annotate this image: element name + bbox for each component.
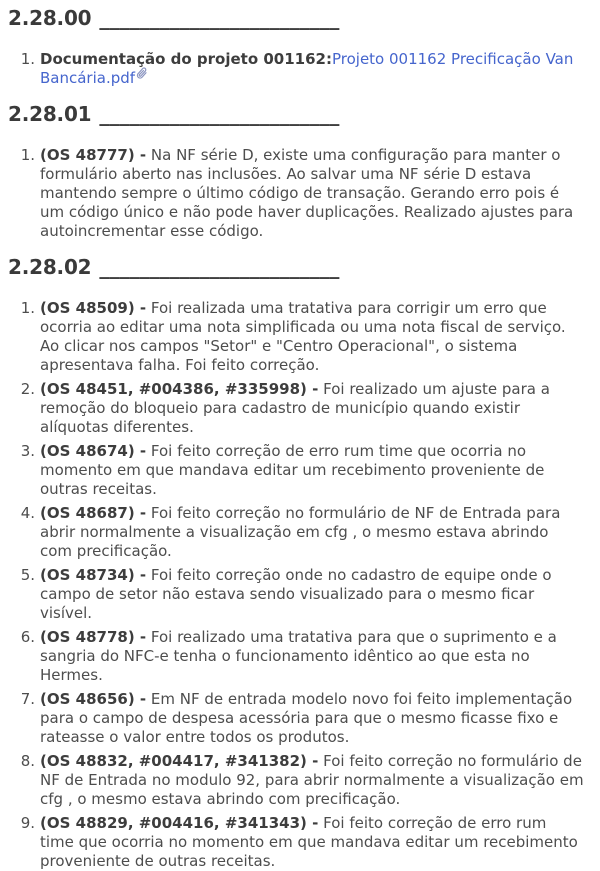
os-reference: (OS 48734) -: [40, 566, 147, 584]
attachment-link[interactable]: Projeto 001162 Precificação Van Bancária.pdf: [40, 50, 574, 87]
item-text: [40, 566, 584, 623]
list-item: [8, 752, 584, 809]
section-2-28-01: [8, 102, 584, 241]
item-description: Em NF de entrada modelo novo foi feito implementação para o campo de despesa acessória para que o mesmo ficasse fixo e rateasse o valor entre todos os produtos.: [40, 690, 573, 746]
item-number: 7.: [20, 690, 35, 708]
item-text: [40, 299, 584, 375]
item-description: Foi feito correção de erro rum time que ocorria no momento em que mandava editar um recebimento proveniente de outras receitas.: [40, 814, 578, 870]
list-item: [8, 566, 584, 623]
item-description: Foi realizada uma tratativa para corrigir um erro que ocorria ao editar uma nota simplificada ou uma nota fiscal de serviço. Ao clicar nos campos "Setor" e "Centro Operacional", o sistema apresentava falha. Foi feito correção.: [40, 299, 566, 374]
list-item: [8, 442, 584, 499]
item-description: Foi feito correção no formulário de NF de Entrada no modulo 92, para abrir normalmente a visualização em cfg , o mesmo estava abrindo com precificação.: [40, 752, 584, 808]
os-reference: (OS 48674) -: [40, 442, 147, 460]
item-number: 8.: [20, 752, 35, 770]
release-list: [8, 299, 584, 871]
item-number: 9.: [20, 814, 35, 832]
item-text: [40, 504, 584, 561]
item-number: 1.: [20, 299, 35, 317]
item-description: Foi feito correção de erro rum time que ocorria no momento em que mandava editar um recebimento proveniente de outras receitas.: [40, 442, 545, 498]
section-2-28-00: [8, 6, 584, 88]
item-text: [40, 690, 584, 747]
item-text: [40, 380, 584, 437]
item-number: 4.: [20, 504, 35, 522]
section-heading: [8, 6, 584, 30]
list-item: [8, 814, 584, 871]
section-2-28-02: [8, 255, 584, 871]
list-item: [8, 50, 584, 88]
list-item: [8, 299, 584, 375]
version-label: 2.28.00: [8, 6, 92, 30]
section-heading: [8, 102, 584, 126]
item-number: 1.: [20, 50, 35, 68]
item-number: 2.: [20, 380, 35, 398]
item-text: [40, 814, 584, 871]
item-number: 1.: [20, 146, 35, 164]
paperclip-icon: [136, 66, 148, 80]
os-reference: (OS 48777) -: [40, 146, 147, 164]
os-reference: (OS 48829, #004416, #341343) -: [40, 814, 319, 832]
version-label: 2.28.02: [8, 255, 92, 279]
heading-rule: ________________________: [99, 255, 340, 279]
os-reference: (OS 48656) -: [40, 690, 147, 708]
item-description: Foi feito correção onde no cadastro de equipe onde o campo de setor não estava sendo visualizado para o mesmo ficar visível.: [40, 566, 552, 622]
item-text: [40, 50, 584, 88]
list-item: [8, 146, 584, 241]
os-reference: (OS 48778) -: [40, 628, 147, 646]
release-list: [8, 50, 584, 88]
os-reference: (OS 48509) -: [40, 299, 147, 317]
item-description: Na NF série D, existe uma configuração para manter o formulário aberto nas inclusões. Ao salvar uma NF série D estava mantendo sempre o último código de transação. Gerando erro pois é um código único e não pode haver duplicações. Realizado ajustes para autoincrementar esse código.: [40, 146, 574, 240]
item-text: [40, 752, 584, 809]
release-list: [8, 146, 584, 241]
os-reference: (OS 48451, #004386, #335998) -: [40, 380, 319, 398]
item-label: Documentação do projeto 001162:: [40, 50, 332, 68]
item-number: 3.: [20, 442, 35, 460]
item-text: [40, 146, 584, 241]
item-text: [40, 628, 584, 685]
item-number: 6.: [20, 628, 35, 646]
section-heading: [8, 255, 584, 279]
list-item: [8, 628, 584, 685]
list-item: [8, 504, 584, 561]
item-description: Foi realizado uma tratativa para que o suprimento e a sangria do NFC-e tenha o funcionamento idêntico ao que esta no Hermes.: [40, 628, 557, 684]
item-description: Foi realizado um ajuste para a remoção do bloqueio para cadastro de município quando existir alíquotas diferentes.: [40, 380, 550, 436]
list-item: [8, 380, 584, 437]
os-reference: (OS 48687) -: [40, 504, 147, 522]
os-reference: (OS 48832, #004417, #341382) -: [40, 752, 319, 770]
item-description: Foi feito correção no formulário de NF de Entrada para abrir normalmente a visualização em cfg , o mesmo estava abrindo com precificação.: [40, 504, 561, 560]
heading-rule: ________________________: [99, 102, 340, 126]
version-label: 2.28.01: [8, 102, 92, 126]
heading-rule: ________________________: [99, 6, 340, 30]
item-text: [40, 442, 584, 499]
list-item: [8, 690, 584, 747]
item-number: 5.: [20, 566, 35, 584]
